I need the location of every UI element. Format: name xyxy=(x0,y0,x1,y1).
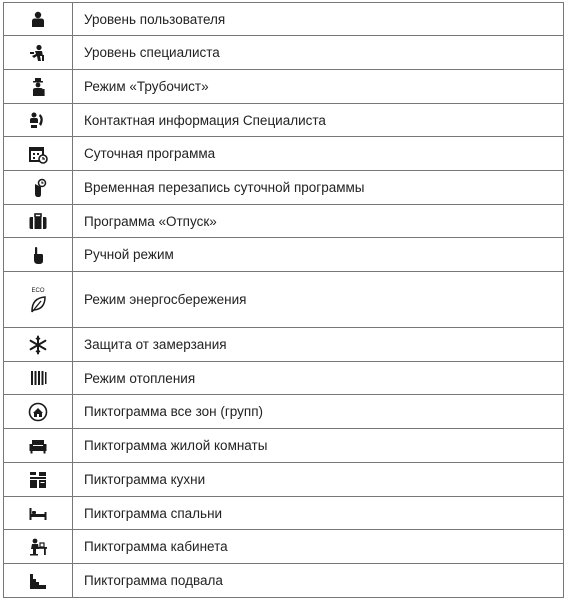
legend-row xyxy=(4,272,564,328)
radiator-icon xyxy=(28,368,48,388)
legend-row xyxy=(4,463,564,497)
legend-label: Программа «Отпуск» xyxy=(73,205,564,238)
legend-row xyxy=(4,328,564,362)
legend-label: Режим энергосбережения xyxy=(73,272,564,328)
suitcase-icon xyxy=(28,211,48,231)
legend-row xyxy=(4,137,564,171)
all-zones-icon xyxy=(28,402,48,422)
legend-row xyxy=(4,205,564,238)
legend-row xyxy=(4,395,564,429)
legend-label: Уровень специалиста xyxy=(73,36,564,70)
pictogram-legend-table xyxy=(3,2,564,598)
kitchen-icon xyxy=(28,470,48,490)
legend-row xyxy=(4,171,564,205)
legend-label: Пиктограмма спальни xyxy=(73,497,564,530)
legend-label: Контактная информация Специалиста xyxy=(73,104,564,137)
user-level-icon xyxy=(28,9,48,29)
legend-label: Уровень пользователя xyxy=(73,3,564,36)
legend-label: Ручной режим xyxy=(73,238,564,272)
chimney-sweep-icon xyxy=(28,77,48,97)
legend-row xyxy=(4,497,564,530)
bed-icon xyxy=(28,503,48,523)
legend-row xyxy=(4,564,564,598)
legend-row xyxy=(4,70,564,104)
daily-program-icon xyxy=(28,144,48,164)
legend-label: Пиктограмма все зон (групп) xyxy=(73,395,564,429)
legend-label: Временная перезапись суточной программы xyxy=(73,171,564,205)
basement-stairs-icon xyxy=(28,571,48,591)
legend-row xyxy=(4,36,564,70)
temporary-override-icon xyxy=(28,178,48,198)
legend-label: Защита от замерзания xyxy=(73,328,564,362)
specialist-contact-icon xyxy=(28,110,48,130)
legend-row xyxy=(4,362,564,395)
legend-row xyxy=(4,104,564,137)
legend-label: Пиктограмма жилой комнаты xyxy=(73,429,564,463)
legend-label: Пиктограмма кухни xyxy=(73,463,564,497)
legend-label: Суточная программа xyxy=(73,137,564,171)
specialist-level-icon xyxy=(28,43,48,63)
legend-label: Режим отопления xyxy=(73,362,564,395)
sofa-icon xyxy=(28,436,48,456)
legend-label: Пиктограмма кабинета xyxy=(73,530,564,564)
svg-text:ECO: ECO xyxy=(31,287,45,294)
legend-label: Режим «Трубочист» xyxy=(73,70,564,104)
eco-leaf-icon xyxy=(28,285,48,315)
legend-label: Пиктограмма подвала xyxy=(73,564,564,598)
legend-row xyxy=(4,238,564,272)
snowflake-icon xyxy=(28,335,48,355)
office-desk-icon xyxy=(28,537,48,557)
legend-row xyxy=(4,429,564,463)
legend-row xyxy=(4,3,564,36)
legend-row xyxy=(4,530,564,564)
manual-mode-icon xyxy=(28,245,48,265)
